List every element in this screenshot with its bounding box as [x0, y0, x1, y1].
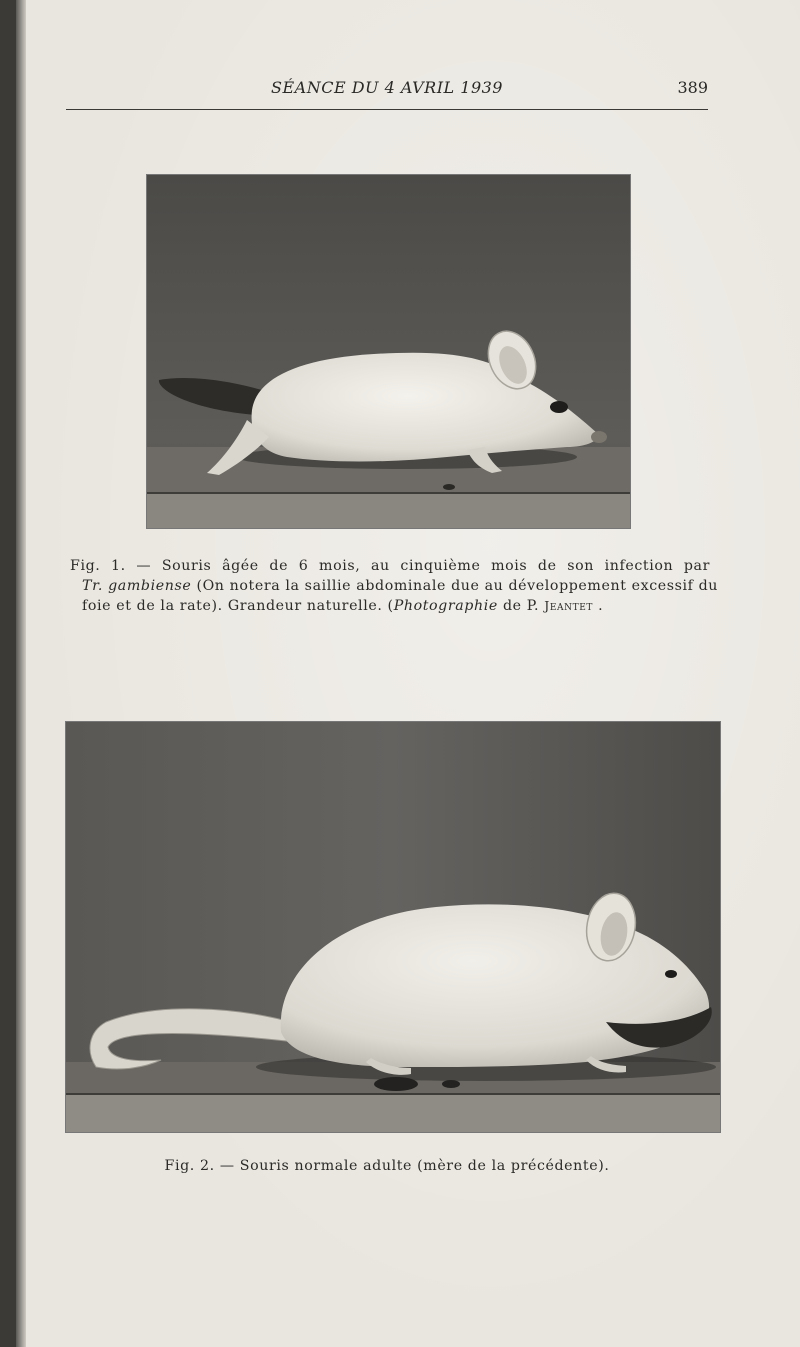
caption-1-line-1: Fig. 1. — Souris âgée de 6 mois, au cinquième mois de son infection par — [70, 558, 710, 574]
scan-margin-shadow — [16, 0, 26, 1347]
running-title: SÉANCE DU 4 AVRIL 1939 — [271, 78, 503, 97]
page-number: 389 — [677, 78, 708, 97]
figure-2-caption-text: Souris normale adulte (mère de la précédente). — [239, 1158, 610, 1174]
figure-1-mouse-image — [147, 175, 630, 528]
figure-1-label: Fig. 1. — — [70, 558, 152, 574]
figure-1-caption — [70, 556, 719, 616]
figure-1-photo — [146, 174, 631, 529]
figure-2-label: Fig. 2. — — [164, 1158, 235, 1174]
header-rule — [66, 109, 708, 110]
caption-1-line-3: foie et de la rate). Grandeur naturelle. (Photographie de P. Jeantet . — [82, 598, 604, 614]
caption-1-line-2: Tr. gambiense (On notera la saillie abdominale due au développement excessif du — [82, 578, 719, 594]
figure-2-photo — [65, 721, 721, 1133]
figure-2-caption — [66, 1156, 708, 1176]
scan-margin-dark — [0, 0, 16, 1347]
running-head — [66, 78, 708, 102]
figure-2-mouse-image — [66, 722, 720, 1132]
